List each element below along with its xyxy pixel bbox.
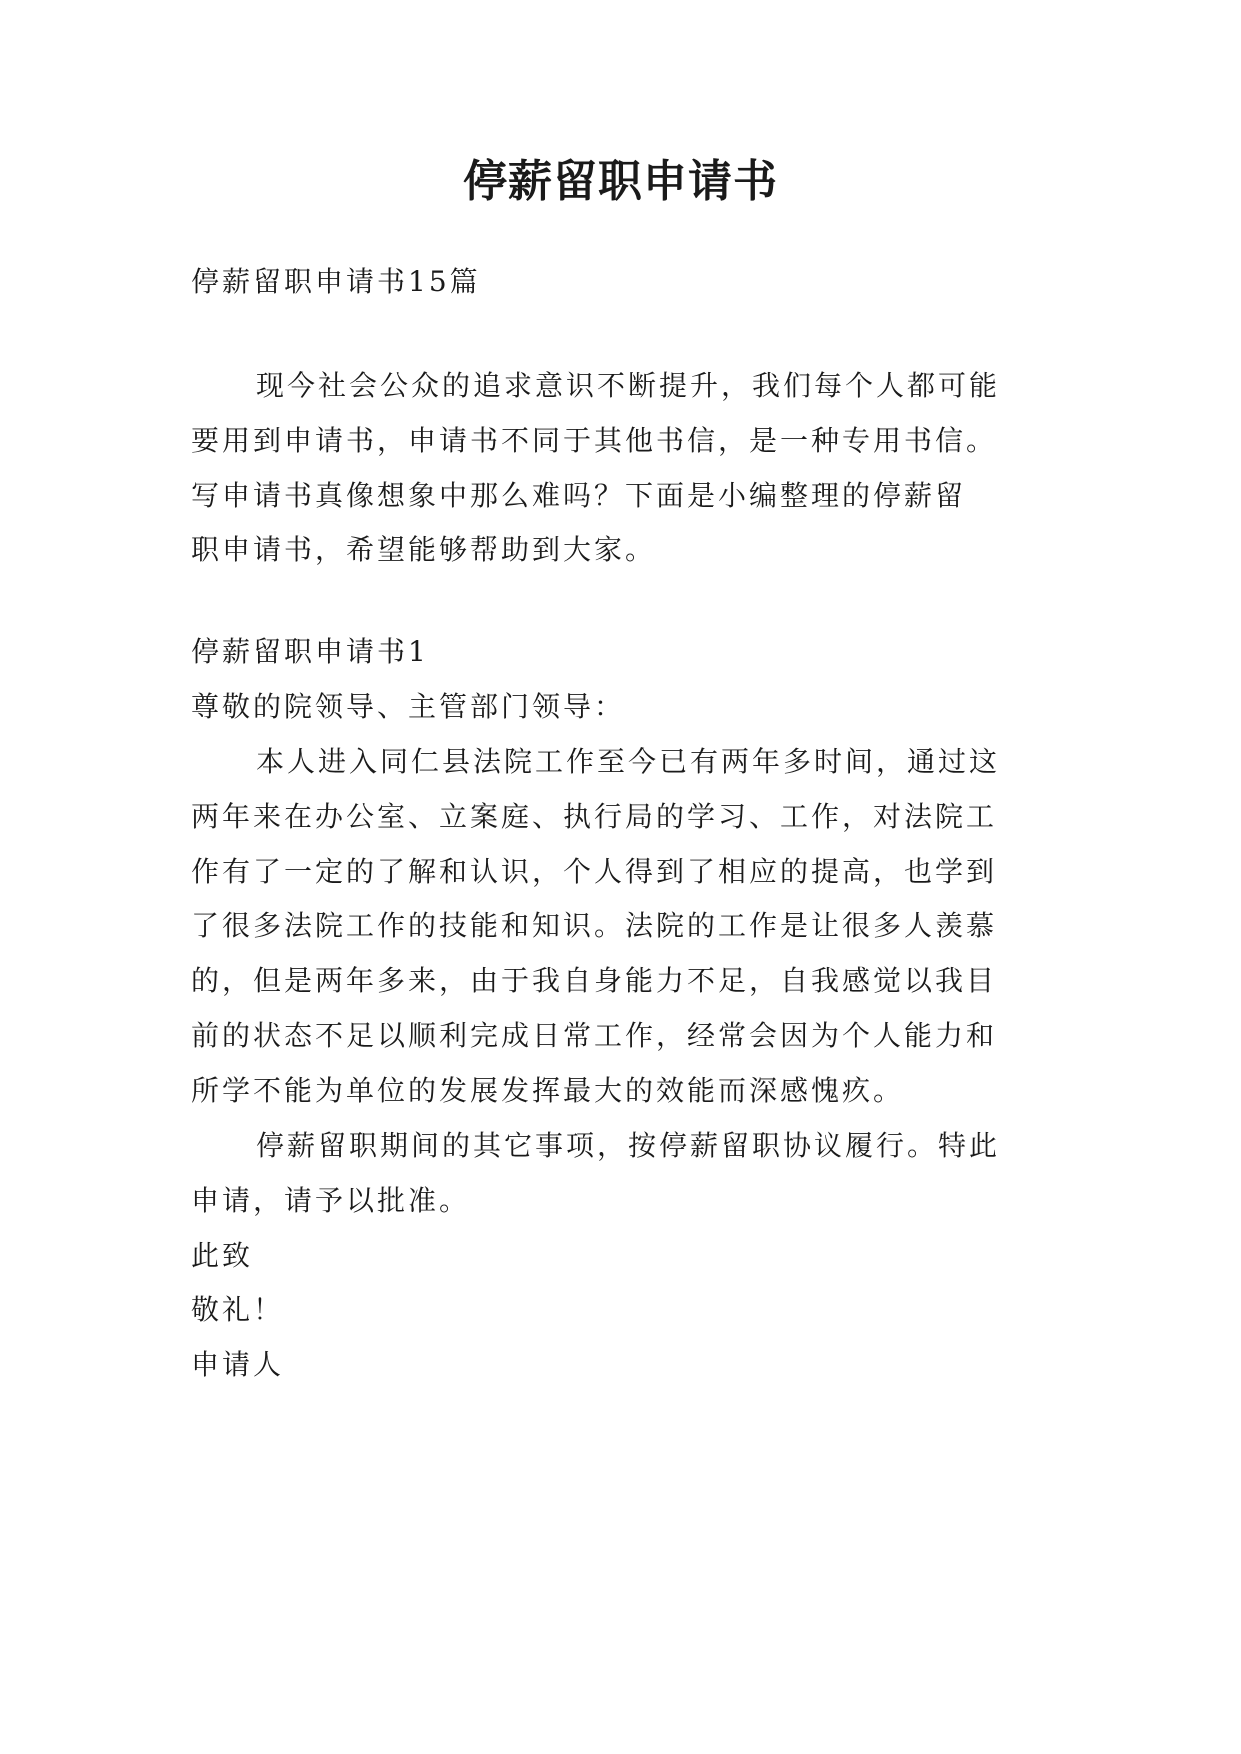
intro-line: 要用到申请书，申请书不同于其他书信，是一种专用书信。	[191, 424, 998, 457]
document-subtitle: 停薪留职申请书15篇	[191, 265, 481, 298]
body-line: 所学不能为单位的发展发挥最大的效能而深感愧疚。	[191, 1074, 905, 1107]
sign-off-jingli: 敬礼！	[191, 1293, 285, 1326]
sign-off-cizhi: 此致	[191, 1239, 254, 1272]
body-line: 的，但是两年多来，由于我自身能力不足，自我感觉以我目	[191, 964, 998, 997]
intro-line: 现今社会公众的追求意识不断提升，我们每个人都可能	[256, 369, 1001, 402]
applicant-label: 申请人	[191, 1348, 285, 1381]
body-line: 两年来在办公室、立案庭、执行局的学习、工作，对法院工	[191, 800, 998, 833]
section-heading: 停薪留职申请书1	[191, 635, 429, 668]
intro-line: 写申请书真像想象中那么难吗？下面是小编整理的停薪留	[191, 479, 967, 512]
intro-line: 职申请书，希望能够帮助到大家。	[191, 533, 657, 566]
closing-line: 申请，请予以批准。	[191, 1184, 471, 1217]
document-title: 停薪留职申请书	[463, 156, 778, 207]
body-line: 了很多法院工作的技能和知识。法院的工作是让很多人羡慕	[191, 909, 998, 942]
body-line: 本人进入同仁县法院工作至今已有两年多时间，通过这	[256, 745, 1001, 778]
closing-line: 停薪留职期间的其它事项，按停薪留职协议履行。特此	[256, 1129, 1001, 1162]
salutation: 尊敬的院领导、主管部门领导：	[191, 690, 626, 723]
body-line: 前的状态不足以顺利完成日常工作，经常会因为个人能力和	[191, 1019, 998, 1052]
body-line: 作有了一定的了解和认识，个人得到了相应的提高，也学到	[191, 855, 998, 888]
